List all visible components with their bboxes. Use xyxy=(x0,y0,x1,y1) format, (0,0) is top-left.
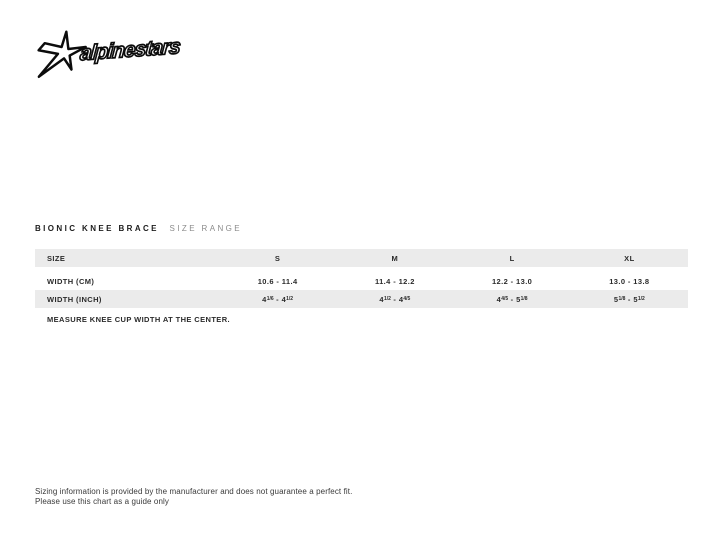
size-col-s: S xyxy=(274,253,281,263)
width-inch-xl: $5^{1/8} - 5^{1/2}$ xyxy=(613,294,645,304)
table-header-row xyxy=(35,249,688,267)
sizing-disclaimer xyxy=(35,487,352,507)
alpinestars-logo xyxy=(34,19,187,83)
width-cm-m: 11.4 - 12.2 xyxy=(374,276,415,286)
width-inch-s: $4^{1/6} - 4^{1/2}$ xyxy=(262,294,294,304)
width-inch-m: $4^{1/2} - 4^{4/5}$ xyxy=(379,294,411,304)
page-title xyxy=(35,224,242,233)
table-row-width-cm xyxy=(35,272,688,290)
size-col-l: L xyxy=(509,253,515,263)
width-cm-l: 12.2 - 13.0 xyxy=(491,276,533,286)
width-cm-s: 10.6 - 11.4 xyxy=(257,276,298,286)
size-range-table xyxy=(35,249,688,324)
product-name: BIONIC KNEE BRACE xyxy=(35,224,159,233)
row-label: WIDTH (INCH) xyxy=(47,294,102,304)
width-inch-l: $4^{4/5} - 5^{1/8}$ xyxy=(496,294,528,304)
measurement-note: MEASURE KNEE CUP WIDTH AT THE CENTER. xyxy=(47,315,231,324)
disclaimer-line-2: Please use this chart as a guide only xyxy=(35,497,170,506)
size-col-xl: XL xyxy=(624,253,635,263)
brand-wordmark: alpinestars xyxy=(79,34,181,65)
row-label: WIDTH (CM) xyxy=(47,276,95,286)
width-cm-xl: 13.0 - 13.8 xyxy=(609,276,650,286)
size-header-label: SIZE xyxy=(47,253,66,263)
table-row-width-inch xyxy=(35,290,688,308)
size-col-m: M xyxy=(391,253,399,263)
title-suffix: SIZE RANGE xyxy=(169,224,242,233)
disclaimer-line-1: Sizing information is provided by the manufacturer and does not guarantee a perfect fit. xyxy=(35,487,353,496)
